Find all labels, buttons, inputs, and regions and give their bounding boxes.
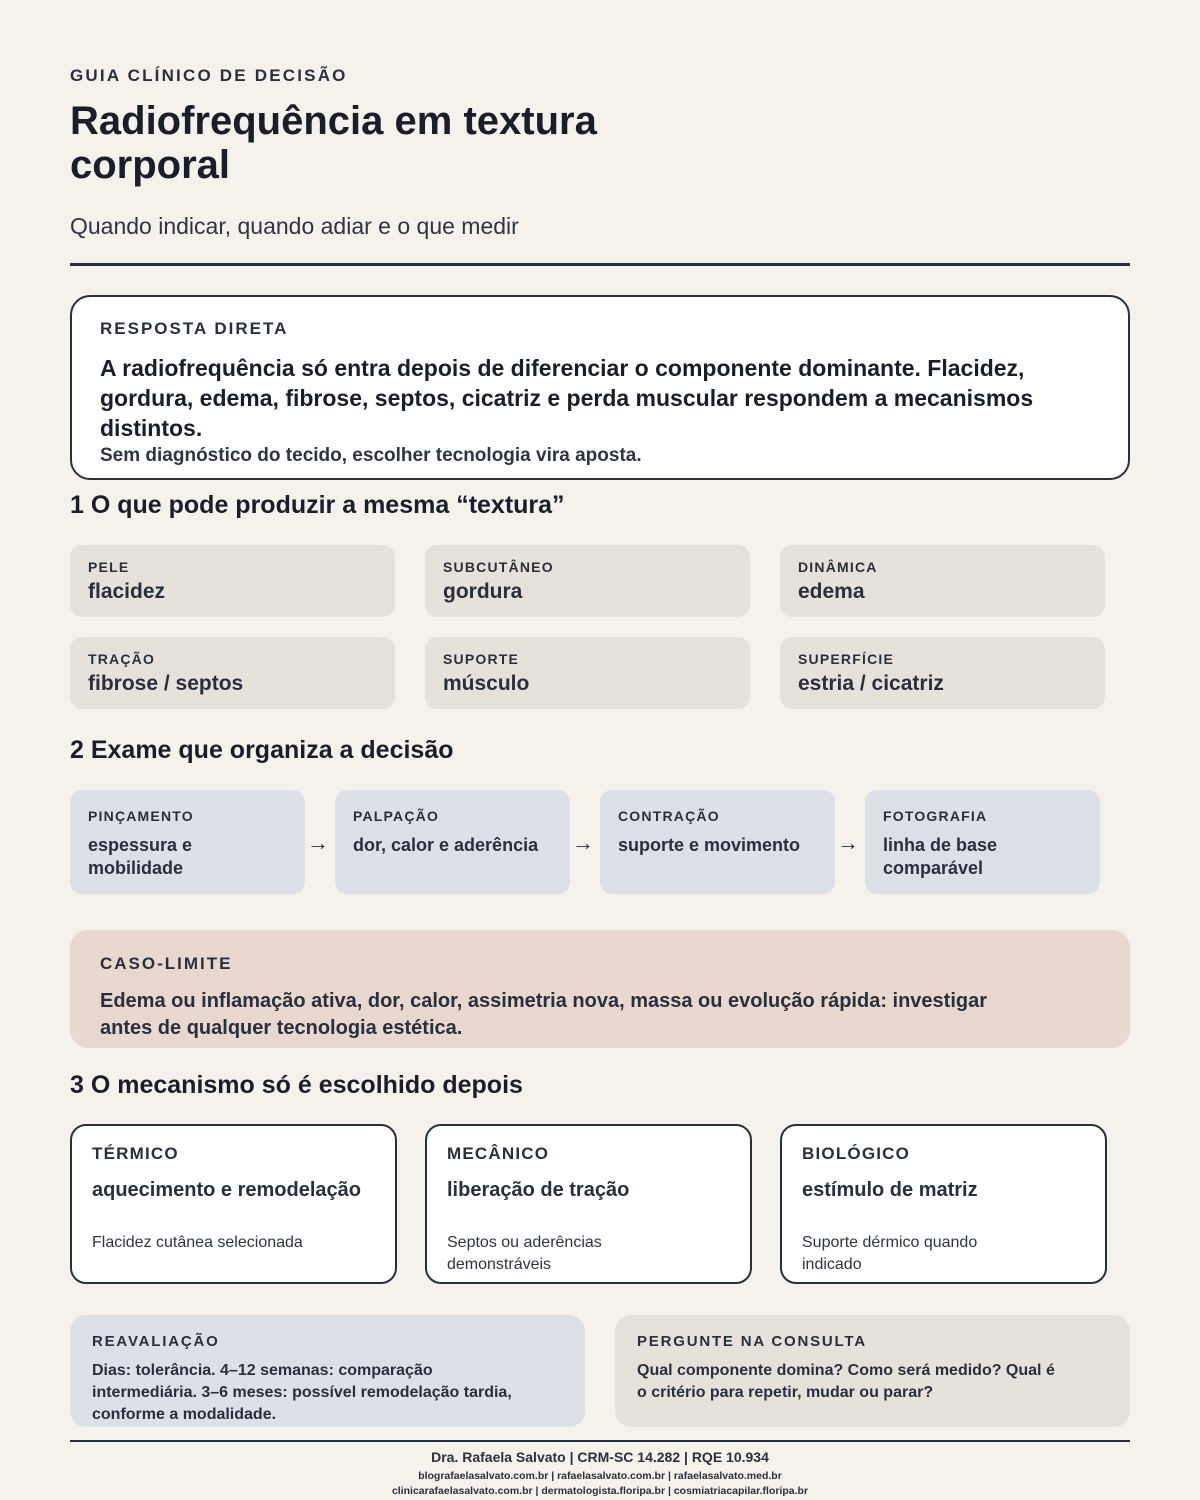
- section-1-heading: 1 O que pode produzir a mesma “textura”: [70, 491, 565, 519]
- direct-answer-main: A radiofrequência só entra depois de diferenciar o componente dominante. Flacidez, gordura, edema, fibrose, septos, cicatriz e perda muscular respondem a mecanismos distintos.: [100, 355, 1034, 441]
- texture-tile-suporte: [425, 637, 750, 709]
- section-3-heading: 3 O mecanismo só é escolhido depois: [70, 1071, 523, 1099]
- ask-consultation-box: [615, 1315, 1130, 1427]
- direct-answer-sub: Sem diagnóstico do tecido, escolher tecnologia vira aposta.: [100, 445, 642, 466]
- exam-step-fotografia: [865, 790, 1100, 894]
- right-arrow-icon: →: [837, 830, 859, 855]
- mechanism-description: Flacidez cutânea selecionada: [92, 1234, 303, 1251]
- step-value: dor, calor e aderência: [353, 835, 539, 855]
- step-value: espessura e mobilidade: [88, 835, 193, 878]
- header-divider: [70, 263, 1130, 266]
- tile-category: SUPORTE: [443, 651, 520, 667]
- tile-value: fibrose / septos: [88, 672, 244, 695]
- tile-category: TRAÇÃO: [88, 651, 156, 667]
- texture-tile-subcutaneo: [425, 545, 750, 617]
- tile-value: músculo: [443, 672, 530, 695]
- step-label: PINÇAMENTO: [88, 808, 194, 824]
- tile-category: PELE: [88, 559, 130, 575]
- step-label: PALPAÇÃO: [353, 808, 440, 824]
- reassessment-label: REAVALIAÇÃO: [92, 1333, 220, 1350]
- mechanism-value: estímulo de matriz: [802, 1179, 978, 1201]
- page-title: Radiofrequência em textura corporal: [70, 99, 597, 187]
- mechanism-label: MECÂNICO: [447, 1144, 550, 1163]
- tile-category: SUPERFÍCIE: [798, 651, 895, 667]
- tile-category: DINÂMICA: [798, 559, 878, 575]
- footer-links-line-2: clinicarafaelasalvato.com.br | dermatologista.floripa.br | cosmiatriacapilar.floripa.br: [391, 1485, 809, 1497]
- section-2-heading: 2 Exame que organiza a decisão: [70, 736, 454, 764]
- tile-value: flacidez: [88, 580, 166, 603]
- right-arrow-icon: →: [572, 830, 594, 855]
- mechanism-card-termico: [70, 1124, 397, 1284]
- footer-links-line-1: blografaelasalvato.com.br | rafaelasalvato.com.br | rafaelasalvato.med.br: [418, 1470, 782, 1482]
- exam-step-palpacao: [335, 790, 570, 894]
- mechanism-card-mecanico: [425, 1124, 752, 1284]
- exam-step-pincamento: [70, 790, 305, 894]
- ask-consultation-text: Qual componente domina? Como será medido? Qual é o critério para repetir, mudar ou parar?: [637, 1362, 1055, 1401]
- tile-value: edema: [798, 580, 865, 603]
- mechanism-label: BIOLÓGICO: [802, 1144, 911, 1163]
- reassessment-text: Dias: tolerância. 4–12 semanas: comparação intermediária. 3–6 meses: possível remodelação tardia, conforme a modalidade.: [92, 1362, 512, 1423]
- step-value: linha de base comparável: [883, 835, 998, 878]
- step-label: FOTOGRAFIA: [883, 808, 988, 824]
- mechanism-card-biologico: [780, 1124, 1107, 1284]
- step-label: CONTRAÇÃO: [618, 808, 720, 824]
- mechanism-value: liberação de tração: [447, 1179, 630, 1201]
- right-arrow-icon: →: [307, 830, 329, 855]
- direct-answer-box: [70, 295, 1130, 480]
- texture-tile-dinamica: [780, 545, 1105, 617]
- mechanism-value: aquecimento e remodelação: [92, 1179, 361, 1201]
- limit-case-text: Edema ou inflamação ativa, dor, calor, assimetria nova, massa ou evolução rápida: investigar antes de qualquer tecnologia estética.: [100, 990, 988, 1039]
- texture-tile-superficie: [780, 637, 1105, 709]
- step-value: suporte e movimento: [618, 835, 801, 855]
- tile-value: gordura: [443, 580, 523, 603]
- exam-step-contracao: [600, 790, 835, 894]
- texture-tile-tracao: [70, 637, 395, 709]
- footer-author: Dra. Rafaela Salvato | CRM-SC 14.282 | RQE 10.934: [431, 1449, 769, 1465]
- direct-answer-label: RESPOSTA DIRETA: [100, 319, 289, 338]
- tile-category: SUBCUTÂNEO: [443, 559, 554, 575]
- footer-divider: [70, 1440, 1130, 1442]
- mechanism-description: Suporte dérmico quando indicado: [802, 1234, 978, 1273]
- tile-value: estria / cicatriz: [798, 672, 944, 695]
- mechanism-label: TÉRMICO: [92, 1144, 179, 1163]
- mechanism-description: Septos ou aderências demonstráveis: [447, 1234, 602, 1273]
- texture-tile-pele: [70, 545, 395, 617]
- limit-case-box: [70, 930, 1130, 1048]
- limit-case-label: CASO-LIMITE: [100, 954, 233, 973]
- reassessment-box: [70, 1315, 585, 1427]
- ask-consultation-label: PERGUNTE NA CONSULTA: [637, 1333, 867, 1350]
- document-kicker: GUIA CLÍNICO DE DECISÃO: [70, 66, 348, 85]
- page-subtitle: Quando indicar, quando adiar e o que medir: [70, 213, 519, 239]
